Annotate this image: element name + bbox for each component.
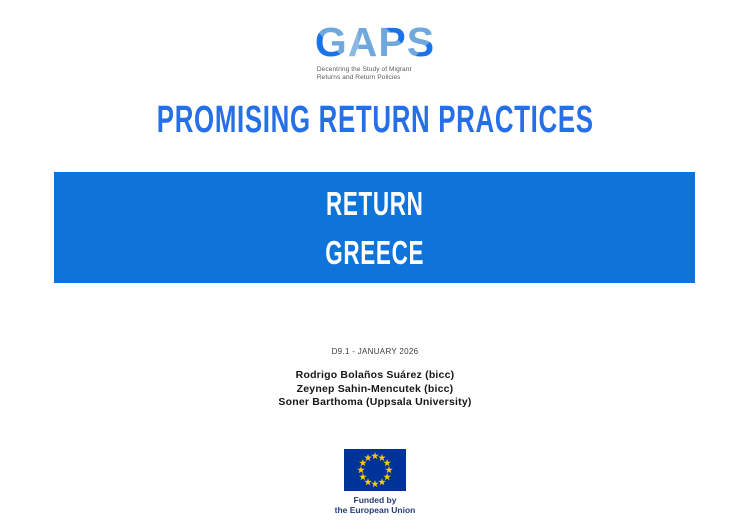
author-line: Soner Barthoma (Uppsala University) <box>278 396 472 408</box>
eu-funding-caption-line1: Funded by <box>353 495 397 505</box>
document-title: PROMISING RETURN PRACTICES <box>156 99 594 141</box>
logo-tagline <box>317 66 435 81</box>
logo-letter-p: P <box>378 19 407 65</box>
deliverable-meta-block <box>0 341 750 359</box>
eu-funding-block <box>0 449 750 515</box>
logo-tagline-line1: Decentring the Study of Migrant <box>316 66 412 73</box>
author-line: Zeynep Sahin-Mencutek (bicc) <box>296 382 454 395</box>
logo-letter-a: A <box>347 19 379 65</box>
gaps-logo <box>0 19 750 84</box>
author-line: Rodrigo Bolaños Suárez (bicc) <box>295 369 455 381</box>
authors-block <box>0 369 750 410</box>
gaps-logo-inner <box>314 19 436 81</box>
document-title-block <box>0 101 750 139</box>
logo-letter-g: G <box>314 19 348 65</box>
banner-line-return: RETURN <box>325 184 424 222</box>
banner-line-greece: GREECE <box>325 233 424 271</box>
logo-tagline-line2: Returns and Return Policies <box>316 73 401 81</box>
eu-funding-caption <box>0 496 750 515</box>
country-banner <box>54 172 695 283</box>
eu-flag-icon <box>344 449 406 491</box>
gaps-logo-wordmark <box>314 19 436 65</box>
logo-letter-s: S <box>406 19 436 65</box>
eu-funding-caption-line2: the European Union <box>334 504 416 515</box>
deliverable-date-label: D9.1 - JANUARY 2026 <box>331 347 419 356</box>
